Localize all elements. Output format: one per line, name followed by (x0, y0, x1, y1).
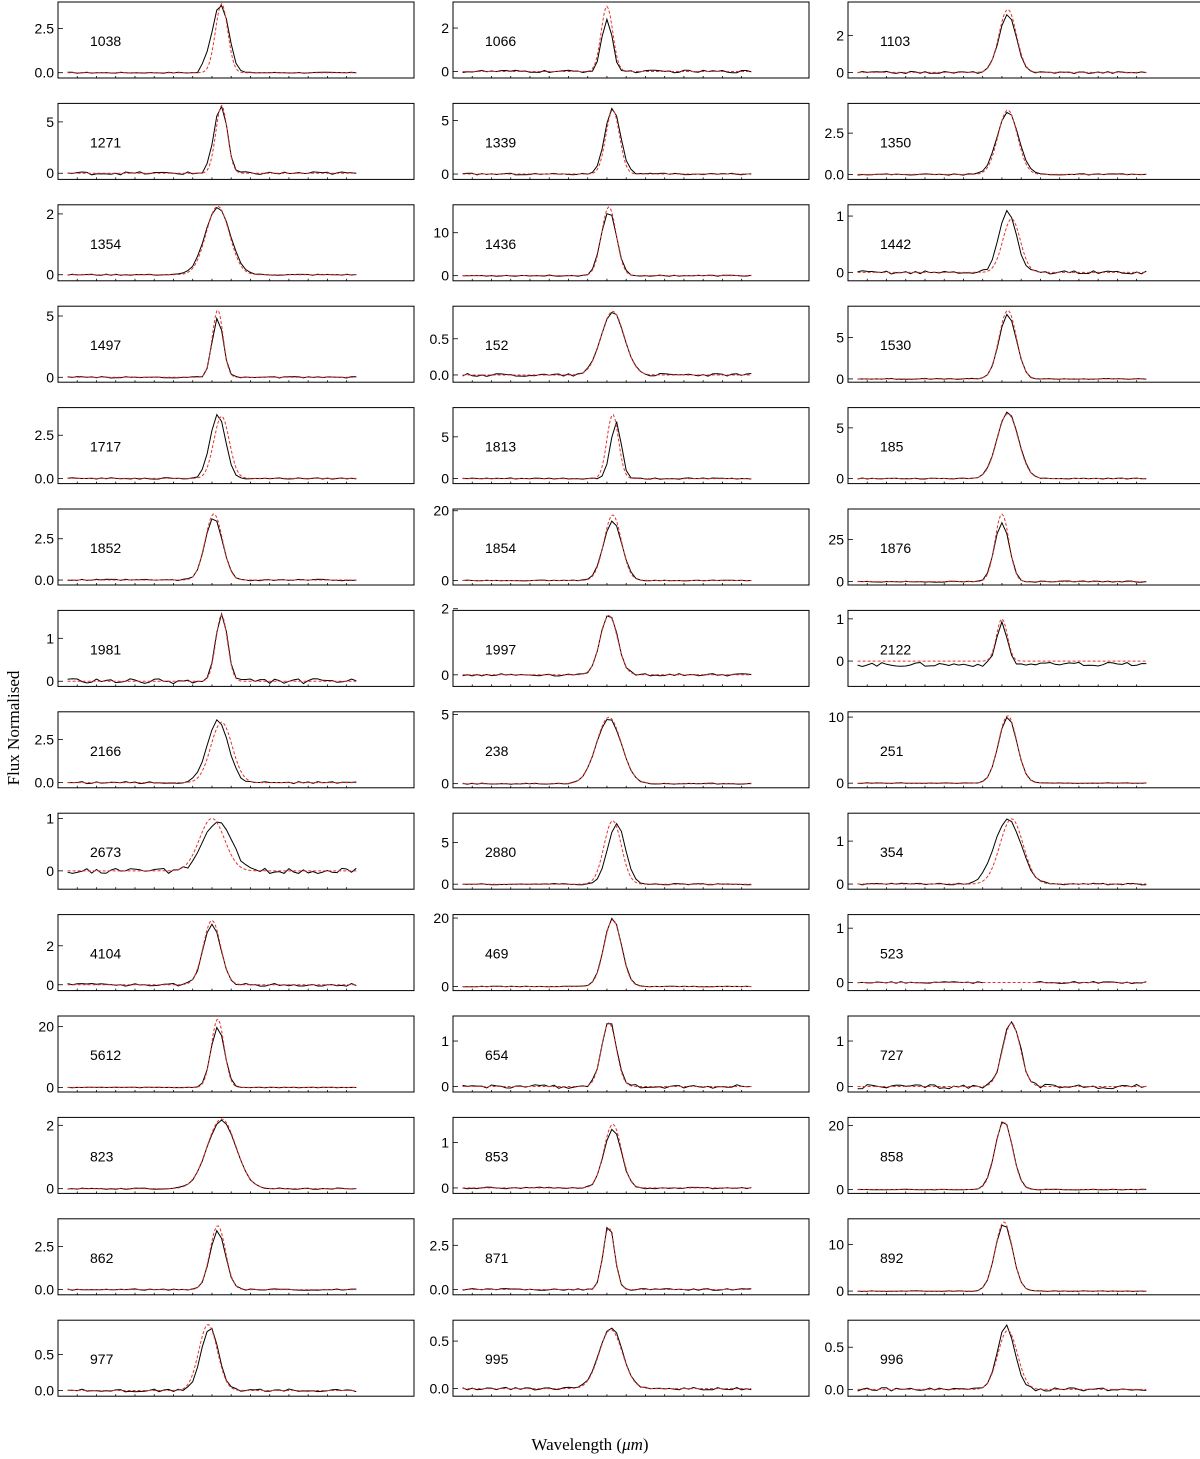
y-tick-label: 0 (836, 470, 844, 487)
y-tick-label: 0.0 (824, 166, 844, 183)
panel-id-label: 238 (485, 742, 509, 759)
y-tick-label: 0.0 (429, 366, 449, 383)
y-tick-label: 1 (441, 1033, 449, 1050)
y-tick-label: 0 (46, 165, 54, 182)
y-tick-label: 2.5 (429, 1237, 449, 1254)
panel-id-label: 2122 (880, 641, 912, 658)
y-tick-label: 0 (836, 653, 844, 670)
panel-id-label: 1981 (90, 641, 122, 658)
y-tick-label: 10 (828, 709, 844, 726)
panel-id-label: 1038 (90, 33, 122, 49)
y-tick-label: 0.5 (429, 330, 449, 347)
panel-id-label: 1066 (485, 33, 517, 49)
spectrum-panel (441, 408, 809, 487)
y-tick-label: 0 (836, 573, 844, 590)
y-tick-label: 5 (441, 112, 449, 129)
y-tick-label: 0.5 (34, 1346, 54, 1363)
y-tick-label: 0 (46, 1180, 54, 1197)
y-tick-label: 20 (38, 1018, 54, 1035)
spectrum-panel (828, 1117, 1200, 1197)
y-tick-label: 0 (836, 775, 844, 792)
panel-id-label: 185 (880, 438, 904, 455)
y-tick-label: 10 (828, 1236, 844, 1253)
panel-id-label: 1497 (90, 337, 122, 354)
y-tick-label: 20 (433, 502, 449, 519)
y-tick-label: 0.0 (34, 1382, 54, 1399)
y-tick-label: 10 (433, 224, 449, 241)
panel-id-label: 1717 (90, 438, 122, 455)
spectrum-panel (836, 915, 1200, 991)
y-tick-label: 0 (836, 64, 844, 81)
panel-id-label: 977 (90, 1351, 114, 1368)
y-tick-label: 0 (441, 876, 449, 893)
panel-id-label: 1436 (485, 235, 517, 252)
y-tick-label: 0.0 (824, 1381, 844, 1398)
y-tick-label: 0 (46, 369, 54, 386)
y-tick-label: 0 (46, 673, 54, 690)
panel-id-label: 892 (880, 1249, 904, 1266)
panel-id-label: 354 (880, 844, 904, 861)
panel-id-label: 1442 (880, 235, 912, 252)
y-tick-label: 0 (836, 1078, 844, 1095)
spectrum-panel (430, 306, 809, 383)
spectrum-panel (430, 1219, 809, 1298)
panel-id-label: 1354 (90, 235, 122, 252)
spectrum-panel (441, 707, 809, 792)
spectrum-panel (35, 1320, 414, 1398)
y-tick-label: 0 (46, 1079, 54, 1096)
spectrum-panel (836, 610, 1200, 686)
y-tick-label: 0.5 (429, 1333, 449, 1350)
panel-id-label: 995 (485, 1351, 509, 1368)
spectrum-panel (441, 2, 809, 79)
y-tick-label: 1 (46, 810, 54, 827)
spectrum-panel (836, 2, 1200, 80)
y-tick-label: 0.0 (429, 1281, 449, 1298)
spectrum-panel (35, 509, 414, 588)
panel-id-label: 1876 (880, 540, 912, 556)
y-tick-label: 1 (441, 1134, 449, 1151)
x-axis-title-prefix: Wavelength ( (531, 1435, 623, 1454)
y-tick-label: 5 (46, 308, 54, 325)
y-tick-label: 2.5 (34, 530, 54, 547)
spectrum-panel (35, 1219, 414, 1298)
spectrum-panel (441, 601, 809, 687)
spectrum-panel (836, 306, 1200, 387)
spectrum-panel (836, 408, 1200, 487)
spectrum-panel (441, 1117, 809, 1196)
spectrum-panel (828, 509, 1200, 590)
spectrum-panel (35, 712, 414, 791)
x-axis-title-unit: μm (622, 1435, 643, 1454)
y-tick-label: 1 (836, 610, 844, 627)
panel-id-label: 1997 (485, 641, 517, 658)
y-tick-label: 0 (441, 572, 449, 589)
spectrum-panel (46, 610, 414, 689)
y-tick-label: 0 (836, 370, 844, 387)
panel-id-label: 853 (485, 1148, 509, 1165)
panel-id-label: 727 (880, 1047, 904, 1063)
panel-id-label: 858 (880, 1148, 904, 1165)
y-tick-label: 0 (441, 666, 449, 683)
y-tick-label: 0 (836, 1181, 844, 1198)
spectrum-panel (46, 915, 414, 993)
y-tick-label: 0 (441, 267, 449, 284)
y-tick-label: 1 (46, 630, 54, 647)
y-tick-label: 0.0 (34, 1281, 54, 1298)
y-tick-label: 2.5 (34, 427, 54, 444)
y-tick-label: 0 (836, 1283, 844, 1300)
y-tick-label: 0 (441, 1179, 449, 1196)
panel-id-label: 5612 (90, 1047, 122, 1063)
y-tick-label: 2 (46, 1117, 54, 1134)
spectrum-panel (836, 813, 1200, 892)
y-tick-label: 0 (46, 862, 54, 879)
y-tick-label: 2.5 (34, 20, 54, 37)
y-tick-label: 2.5 (824, 125, 844, 142)
spectrum-panel (46, 810, 414, 889)
y-tick-label: 2 (441, 600, 449, 617)
spectrum-panel (433, 910, 809, 994)
spectrum-panel (433, 503, 809, 589)
y-tick-label: 0.0 (429, 1380, 449, 1397)
spectrum-panel (441, 813, 809, 892)
y-tick-label: 1 (836, 833, 844, 850)
panel-id-label: 1813 (485, 438, 517, 455)
y-tick-label: 5 (46, 113, 54, 130)
y-tick-label: 25 (828, 531, 844, 548)
spectrum-panel (46, 1117, 414, 1196)
y-tick-label: 0 (441, 1078, 449, 1095)
y-tick-label: 0.0 (34, 774, 54, 791)
x-axis-title-suffix: ) (642, 1435, 649, 1454)
panel-id-label: 871 (485, 1249, 509, 1266)
y-tick-label: 5 (836, 329, 844, 346)
spectrum-panel (828, 1219, 1200, 1299)
spectrum-panel (441, 1016, 809, 1095)
y-tick-label: 2 (46, 937, 54, 954)
y-tick-label: 0 (441, 63, 449, 80)
panel-id-label: 251 (880, 742, 904, 759)
panel-id-label: 1350 (880, 134, 912, 151)
spectrum-panel (46, 103, 414, 181)
panel-id-label: 1339 (485, 134, 517, 151)
y-tick-label: 5 (836, 419, 844, 436)
panel-id-label: 823 (90, 1148, 114, 1165)
y-tick-label: 2.5 (34, 731, 54, 748)
y-tick-label: 0 (441, 978, 449, 995)
panel-id-label: 654 (485, 1047, 509, 1063)
panel-id-label: 1271 (90, 134, 122, 151)
y-axis-title: Flux Normalised (4, 670, 23, 786)
spectrum-panel (35, 2, 414, 81)
spectrum-panel (38, 1016, 414, 1095)
panel-grid (35, 2, 1200, 1398)
y-tick-label: 20 (433, 910, 449, 927)
spectrum-panel (433, 205, 809, 284)
spectrum-panel (825, 1320, 1200, 1397)
spectrum-panel (441, 103, 809, 182)
y-tick-label: 5 (441, 428, 449, 445)
panel-id-label: 862 (90, 1249, 114, 1266)
panel-id-label: 152 (485, 337, 509, 354)
panel-id-label: 2880 (485, 844, 517, 861)
y-tick-label: 0.0 (34, 64, 54, 81)
y-tick-label: 5 (441, 834, 449, 851)
panel-id-label: 469 (485, 945, 509, 962)
y-tick-label: 0 (441, 166, 449, 183)
spectrum-panel (828, 709, 1200, 791)
y-tick-label: 0.5 (824, 1339, 844, 1356)
spectrum-panel (46, 205, 414, 283)
panel-id-label: 1854 (485, 540, 517, 556)
panel-id-label: 523 (880, 945, 904, 962)
y-tick-label: 0.0 (34, 572, 54, 589)
y-tick-label: 0 (46, 976, 54, 993)
spectrum-panel (430, 1320, 809, 1396)
y-tick-label: 0 (46, 266, 54, 283)
y-tick-label: 0.0 (34, 470, 54, 487)
y-tick-label: 0 (441, 775, 449, 792)
panel-id-label: 1530 (880, 337, 912, 354)
panel-id-label: 2166 (90, 742, 122, 759)
panel-id-label: 996 (880, 1351, 904, 1368)
spectrum-panel (46, 306, 414, 385)
y-tick-label: 1 (836, 1033, 844, 1050)
y-tick-label: 2 (46, 205, 54, 222)
y-tick-label: 5 (441, 706, 449, 723)
x-axis-title (531, 1435, 648, 1454)
y-tick-label: 20 (828, 1117, 844, 1134)
panel-id-label: 2673 (90, 844, 122, 861)
spectrum-panel (825, 103, 1200, 182)
panel-id-label: 1103 (880, 33, 911, 49)
y-tick-label: 0 (836, 876, 844, 893)
y-tick-label: 2.5 (34, 1238, 54, 1255)
y-tick-label: 0 (836, 974, 844, 991)
panel-id-label: 1852 (90, 540, 122, 556)
spectrum-panel (836, 205, 1200, 281)
y-tick-label: 0 (836, 264, 844, 281)
y-tick-label: 0 (441, 470, 449, 487)
y-tick-label: 1 (836, 920, 844, 937)
spectrum-panel (836, 1016, 1200, 1095)
spectrum-panel (35, 408, 414, 487)
y-tick-label: 2 (836, 27, 844, 44)
panel-id-label: 4104 (90, 945, 122, 962)
y-tick-label: 2 (441, 20, 449, 37)
y-tick-label: 1 (836, 208, 844, 225)
